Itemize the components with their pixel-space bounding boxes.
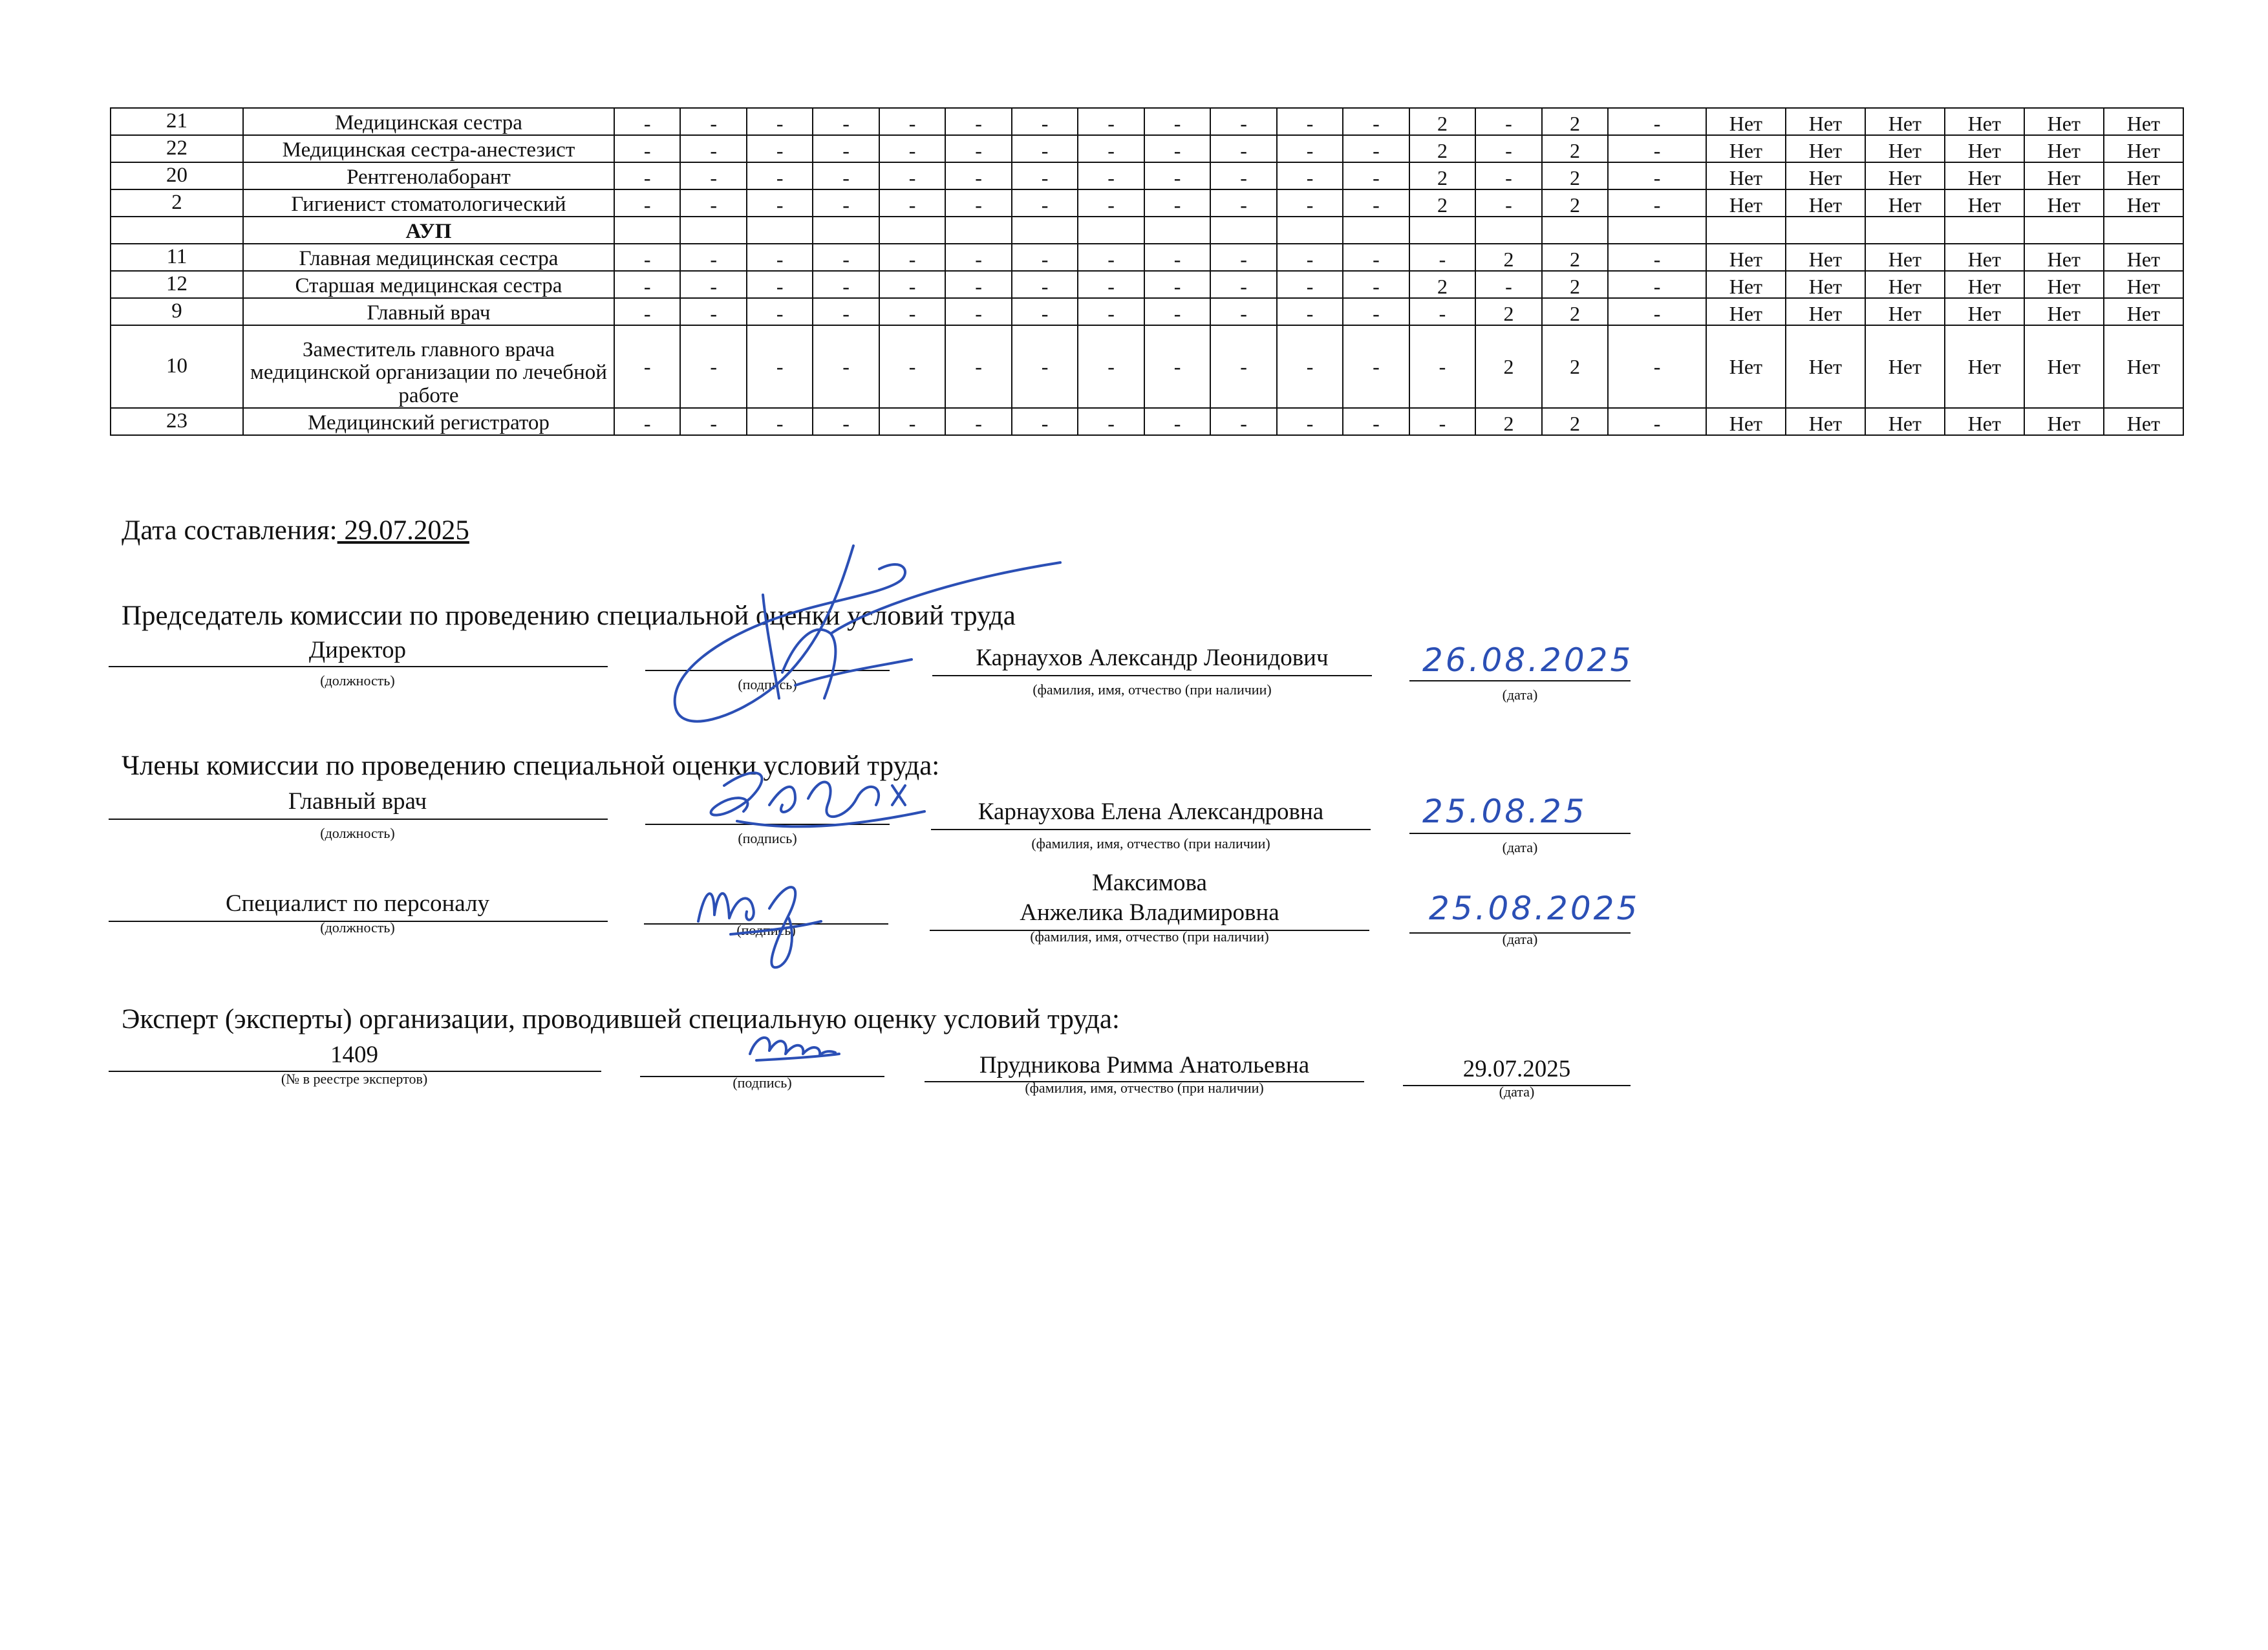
value-cell: - — [1343, 298, 1409, 325]
value-cell: 2 — [1409, 271, 1475, 298]
value-cell: - — [1144, 108, 1210, 135]
job-number-cell: 10 — [111, 325, 243, 408]
chairman-date-line — [1409, 680, 1631, 681]
chairman-heading: Председатель комиссии по проведению специальной оценки условий труда — [122, 601, 1016, 631]
value-cell: - — [1409, 408, 1475, 435]
compile-date-line — [122, 515, 469, 546]
value-cell: 2 — [1542, 298, 1608, 325]
value-cell: - — [1210, 408, 1276, 435]
value-cell: Нет — [2104, 298, 2183, 325]
value-cell: - — [1277, 162, 1343, 189]
value-cell: - — [1343, 244, 1409, 271]
value-cell: - — [614, 408, 680, 435]
chairman-handwritten-date: 26.08.2025 — [1422, 641, 1634, 679]
chairman-signature-scribble — [666, 543, 1067, 737]
value-cell: - — [1475, 135, 1541, 162]
value-cell: - — [1277, 271, 1343, 298]
value-cell: - — [1475, 189, 1541, 217]
value-cell: - — [1277, 244, 1343, 271]
member-2-signature-caption: (подпись) — [736, 922, 796, 938]
value-cell: - — [879, 135, 945, 162]
member-2-date-caption: (дата) — [1502, 931, 1538, 947]
value-cell: - — [1144, 325, 1210, 408]
value-cell: - — [1078, 298, 1144, 325]
value-cell: Нет — [2104, 189, 2183, 217]
job-title-cell: Рентгенолаборант — [243, 162, 614, 189]
value-cell: - — [1012, 298, 1078, 325]
value-cell: - — [747, 408, 813, 435]
value-cell: - — [747, 162, 813, 189]
value-cell: - — [879, 408, 945, 435]
expert-heading: Эксперт (эксперты) организации, проводившей специальную оценку условий труда: — [122, 1004, 1120, 1034]
table-row — [111, 325, 2183, 408]
value-cell: 2 — [1409, 135, 1475, 162]
value-cell: - — [1343, 271, 1409, 298]
value-cell: - — [945, 271, 1011, 298]
value-cell: Нет — [1706, 189, 1786, 217]
member-1-signature-scribble — [698, 760, 937, 844]
members-heading: Члены комиссии по проведению специальной оценки условий труда: — [122, 751, 940, 781]
member-1-position: Главный врач — [288, 788, 427, 815]
compile-date-label: Дата составления: — [122, 515, 337, 546]
value-cell: Нет — [1786, 298, 1865, 325]
expert-name-caption: (фамилия, имя, отчество (при наличии) — [1025, 1080, 1264, 1096]
value-cell: 2 — [1542, 325, 1608, 408]
value-cell — [879, 217, 945, 244]
value-cell: - — [1409, 325, 1475, 408]
value-cell: - — [813, 189, 879, 217]
value-cell: - — [1078, 108, 1144, 135]
job-number-cell: 12 — [111, 271, 243, 298]
value-cell: Нет — [1706, 244, 1786, 271]
expert-registry-number: 1409 — [330, 1042, 378, 1068]
compile-date-value: 29.07.2025 — [337, 515, 469, 546]
value-cell: - — [1078, 271, 1144, 298]
expert-signature-caption: (подпись) — [733, 1075, 792, 1091]
value-cell: - — [1144, 135, 1210, 162]
value-cell: - — [813, 244, 879, 271]
value-cell: - — [1409, 298, 1475, 325]
job-number-cell — [111, 217, 243, 244]
value-cell: - — [614, 298, 680, 325]
value-cell: - — [747, 244, 813, 271]
value-cell: - — [1012, 135, 1078, 162]
value-cell: Нет — [2104, 408, 2183, 435]
chairman-position-line — [109, 666, 608, 667]
value-cell: Нет — [1706, 408, 1786, 435]
value-cell — [1945, 217, 2024, 244]
value-cell: Нет — [1865, 298, 1945, 325]
value-cell: - — [614, 135, 680, 162]
member-2-signature-scribble — [692, 863, 828, 976]
member-1-position-line — [109, 819, 608, 820]
value-cell: - — [614, 325, 680, 408]
table-row — [111, 408, 2183, 435]
value-cell: - — [680, 108, 746, 135]
value-cell: Нет — [2104, 135, 2183, 162]
value-cell: - — [1144, 298, 1210, 325]
value-cell: Нет — [1945, 244, 2024, 271]
value-cell: - — [1608, 244, 1706, 271]
value-cell: - — [1608, 189, 1706, 217]
value-cell: - — [945, 298, 1011, 325]
member-2-handwritten-date: 25.08.2025 — [1429, 890, 1640, 927]
value-cell: - — [1078, 189, 1144, 217]
value-cell: 2 — [1409, 189, 1475, 217]
value-cell — [1277, 217, 1343, 244]
value-cell: - — [1608, 162, 1706, 189]
table-section-row — [111, 217, 2183, 244]
value-cell — [2104, 217, 2183, 244]
sout-results-table — [110, 107, 2184, 436]
value-cell: Нет — [2024, 408, 2104, 435]
value-cell — [813, 217, 879, 244]
value-cell: - — [879, 271, 945, 298]
value-cell: - — [1608, 298, 1706, 325]
value-cell: Нет — [1706, 108, 1786, 135]
value-cell: Нет — [2104, 108, 2183, 135]
chairman-signature-caption: (подпись) — [738, 676, 797, 692]
job-title-cell: Гигиенист стоматологический — [243, 189, 614, 217]
value-cell: Нет — [1865, 135, 1945, 162]
value-cell: - — [879, 189, 945, 217]
job-number-cell: 20 — [111, 162, 243, 189]
value-cell: Нет — [2024, 108, 2104, 135]
value-cell: - — [879, 298, 945, 325]
value-cell: - — [680, 408, 746, 435]
job-title-cell: Медицинский регистратор — [243, 408, 614, 435]
value-cell: Нет — [1865, 325, 1945, 408]
job-title-cell: Медицинская сестра — [243, 108, 614, 135]
value-cell: Нет — [1706, 325, 1786, 408]
value-cell: - — [747, 189, 813, 217]
value-cell: - — [1078, 162, 1144, 189]
value-cell: - — [1012, 271, 1078, 298]
value-cell: - — [813, 298, 879, 325]
member-1-handwritten-date: 25.08.25 — [1422, 793, 1587, 830]
value-cell: - — [680, 162, 746, 189]
value-cell: - — [1144, 189, 1210, 217]
value-cell: - — [945, 244, 1011, 271]
value-cell: - — [747, 325, 813, 408]
value-cell — [1144, 217, 1210, 244]
value-cell: Нет — [1706, 271, 1786, 298]
value-cell: - — [614, 244, 680, 271]
member-1-full-name: Карнаухова Елена Александровна — [978, 798, 1324, 825]
table-row — [111, 135, 2183, 162]
value-cell: Нет — [1945, 135, 2024, 162]
value-cell: - — [1012, 408, 1078, 435]
job-title-cell: Главный врач — [243, 298, 614, 325]
value-cell — [747, 217, 813, 244]
value-cell: 2 — [1542, 244, 1608, 271]
value-cell: 2 — [1475, 325, 1541, 408]
job-number-cell: 23 — [111, 408, 243, 435]
value-cell: Нет — [1786, 189, 1865, 217]
value-cell: Нет — [1786, 325, 1865, 408]
value-cell: Нет — [1945, 298, 2024, 325]
value-cell: Нет — [1786, 135, 1865, 162]
value-cell: 2 — [1542, 135, 1608, 162]
value-cell: - — [1343, 189, 1409, 217]
value-cell: 2 — [1542, 408, 1608, 435]
value-cell: - — [945, 162, 1011, 189]
member-1-signature-caption: (подпись) — [738, 830, 797, 846]
value-cell: - — [813, 108, 879, 135]
value-cell: Нет — [1945, 108, 2024, 135]
value-cell: - — [879, 162, 945, 189]
value-cell: - — [813, 408, 879, 435]
value-cell: - — [1343, 162, 1409, 189]
value-cell: Нет — [1865, 408, 1945, 435]
value-cell: Нет — [1945, 271, 2024, 298]
value-cell: - — [680, 271, 746, 298]
job-number-cell: 9 — [111, 298, 243, 325]
value-cell: - — [680, 325, 746, 408]
value-cell: - — [813, 135, 879, 162]
value-cell: - — [1343, 108, 1409, 135]
value-cell: - — [1608, 408, 1706, 435]
value-cell: - — [1078, 408, 1144, 435]
value-cell: - — [680, 244, 746, 271]
member-1-name-caption: (фамилия, имя, отчество (при наличии) — [1031, 835, 1270, 852]
value-cell: - — [1343, 408, 1409, 435]
value-cell — [1786, 217, 1865, 244]
value-cell — [945, 217, 1011, 244]
value-cell — [2024, 217, 2104, 244]
value-cell: - — [945, 189, 1011, 217]
value-cell: - — [1012, 325, 1078, 408]
value-cell: 2 — [1475, 244, 1541, 271]
value-cell: - — [1277, 298, 1343, 325]
value-cell: - — [680, 298, 746, 325]
member-1-position-caption: (должность) — [320, 825, 395, 841]
member-1-name-line — [931, 829, 1371, 830]
table-row — [111, 271, 2183, 298]
value-cell: - — [945, 325, 1011, 408]
member-2-position-caption: (должность) — [320, 919, 395, 936]
value-cell: Нет — [1786, 108, 1865, 135]
value-cell: - — [614, 189, 680, 217]
value-cell: - — [1210, 244, 1276, 271]
value-cell: Нет — [1706, 162, 1786, 189]
value-cell — [1409, 217, 1475, 244]
value-cell: Нет — [1786, 162, 1865, 189]
value-cell: Нет — [1945, 325, 2024, 408]
value-cell: - — [879, 325, 945, 408]
value-cell: - — [1144, 408, 1210, 435]
value-cell: Нет — [2024, 298, 2104, 325]
value-cell: Нет — [1706, 298, 1786, 325]
value-cell — [1608, 217, 1706, 244]
value-cell — [614, 217, 680, 244]
member-1-date-caption: (дата) — [1502, 839, 1538, 855]
expert-signature-scribble — [744, 1022, 840, 1073]
value-cell: - — [1012, 189, 1078, 217]
value-cell: - — [1277, 108, 1343, 135]
value-cell: - — [1078, 135, 1144, 162]
table-row — [111, 108, 2183, 135]
value-cell: - — [614, 162, 680, 189]
value-cell: - — [1210, 108, 1276, 135]
value-cell: Нет — [2024, 162, 2104, 189]
value-cell: 2 — [1409, 108, 1475, 135]
value-cell — [1210, 217, 1276, 244]
job-title-cell: Главная медицинская сестра — [243, 244, 614, 271]
job-number-cell: 2 — [111, 189, 243, 217]
value-cell: - — [1608, 108, 1706, 135]
value-cell: - — [1475, 162, 1541, 189]
expert-full-name: Прудникова Римма Анатольевна — [979, 1052, 1310, 1078]
value-cell — [1542, 217, 1608, 244]
value-cell: - — [1210, 325, 1276, 408]
value-cell: - — [1210, 298, 1276, 325]
member-2-name-caption: (фамилия, имя, отчество (при наличии) — [1030, 928, 1269, 945]
section-title-cell: АУП — [243, 217, 614, 244]
value-cell — [1078, 217, 1144, 244]
value-cell: - — [1277, 189, 1343, 217]
table-row — [111, 298, 2183, 325]
value-cell: - — [813, 162, 879, 189]
value-cell — [1706, 217, 1786, 244]
expert-date-caption: (дата) — [1499, 1084, 1535, 1100]
value-cell: Нет — [1865, 108, 1945, 135]
value-cell — [1343, 217, 1409, 244]
value-cell: Нет — [1945, 189, 2024, 217]
value-cell: - — [1144, 244, 1210, 271]
value-cell: - — [1210, 189, 1276, 217]
value-cell: - — [1277, 325, 1343, 408]
value-cell: 2 — [1542, 271, 1608, 298]
value-cell: 2 — [1475, 298, 1541, 325]
member-1-date-line — [1409, 833, 1631, 834]
value-cell: - — [945, 408, 1011, 435]
value-cell: - — [1277, 135, 1343, 162]
value-cell: Нет — [2024, 189, 2104, 217]
table-row — [111, 162, 2183, 189]
value-cell: Нет — [2024, 271, 2104, 298]
value-cell: - — [1475, 271, 1541, 298]
value-cell: - — [747, 271, 813, 298]
value-cell: - — [1012, 108, 1078, 135]
value-cell: - — [614, 108, 680, 135]
value-cell: Нет — [1945, 408, 2024, 435]
value-cell: - — [1012, 162, 1078, 189]
member-2-given-names: Анжелика Владимировна — [1020, 899, 1279, 926]
table-body — [111, 108, 2183, 435]
job-number-cell: 11 — [111, 244, 243, 271]
table-row — [111, 189, 2183, 217]
value-cell: - — [680, 135, 746, 162]
value-cell: - — [879, 108, 945, 135]
value-cell: - — [1608, 135, 1706, 162]
value-cell: - — [1144, 162, 1210, 189]
value-cell: Нет — [2024, 325, 2104, 408]
value-cell: - — [1475, 108, 1541, 135]
value-cell: - — [1343, 325, 1409, 408]
value-cell: - — [1078, 244, 1144, 271]
value-cell: - — [747, 298, 813, 325]
job-number-cell: 22 — [111, 135, 243, 162]
value-cell: - — [680, 189, 746, 217]
chairman-name-caption: (фамилия, имя, отчество (при наличии) — [1032, 681, 1272, 698]
value-cell — [1865, 217, 1945, 244]
value-cell: - — [1144, 271, 1210, 298]
value-cell: 2 — [1542, 108, 1608, 135]
chairman-full-name: Карнаухов Александр Леонидович — [976, 645, 1329, 671]
value-cell: - — [747, 108, 813, 135]
job-number-cell: 21 — [111, 108, 243, 135]
value-cell: - — [813, 325, 879, 408]
value-cell: Нет — [2104, 271, 2183, 298]
value-cell: - — [747, 135, 813, 162]
member-2-surname: Максимова — [1092, 870, 1207, 896]
chairman-position-caption: (должность) — [320, 672, 395, 689]
value-cell: - — [945, 108, 1011, 135]
value-cell: Нет — [1706, 135, 1786, 162]
expert-date: 29.07.2025 — [1462, 1056, 1571, 1082]
value-cell: Нет — [2024, 135, 2104, 162]
job-title-cell: Заместитель главного врача медицинской организации по лечебной работе — [243, 325, 614, 408]
value-cell: 2 — [1542, 189, 1608, 217]
value-cell — [680, 217, 746, 244]
value-cell: - — [1210, 162, 1276, 189]
value-cell: Нет — [2104, 325, 2183, 408]
value-cell — [1475, 217, 1541, 244]
value-cell: - — [614, 271, 680, 298]
job-title-cell: Медицинская сестра-анестезист — [243, 135, 614, 162]
value-cell: Нет — [2104, 162, 2183, 189]
value-cell: - — [813, 271, 879, 298]
value-cell: - — [1210, 135, 1276, 162]
value-cell: - — [945, 135, 1011, 162]
value-cell: Нет — [2024, 244, 2104, 271]
value-cell: - — [1012, 244, 1078, 271]
job-title-cell: Старшая медицинская сестра — [243, 271, 614, 298]
value-cell: Нет — [1786, 408, 1865, 435]
value-cell: Нет — [1786, 244, 1865, 271]
value-cell: 2 — [1542, 162, 1608, 189]
value-cell: Нет — [1786, 271, 1865, 298]
value-cell: - — [1078, 325, 1144, 408]
value-cell: 2 — [1475, 408, 1541, 435]
value-cell: Нет — [1865, 271, 1945, 298]
value-cell: - — [1409, 244, 1475, 271]
value-cell: - — [1277, 408, 1343, 435]
value-cell: Нет — [1865, 162, 1945, 189]
value-cell: Нет — [1865, 244, 1945, 271]
value-cell: - — [1608, 325, 1706, 408]
chairman-date-caption: (дата) — [1502, 687, 1538, 703]
chairman-position: Директор — [308, 637, 407, 663]
value-cell: Нет — [2104, 244, 2183, 271]
member-2-position: Специалист по персоналу — [225, 890, 490, 917]
value-cell: - — [1608, 271, 1706, 298]
value-cell: - — [1210, 271, 1276, 298]
table-row — [111, 244, 2183, 271]
value-cell: 2 — [1409, 162, 1475, 189]
value-cell — [1012, 217, 1078, 244]
value-cell: - — [879, 244, 945, 271]
value-cell: - — [1343, 135, 1409, 162]
value-cell: Нет — [1865, 189, 1945, 217]
value-cell: Нет — [1945, 162, 2024, 189]
expert-registry-caption: (№ в реестре экспертов) — [281, 1071, 428, 1087]
